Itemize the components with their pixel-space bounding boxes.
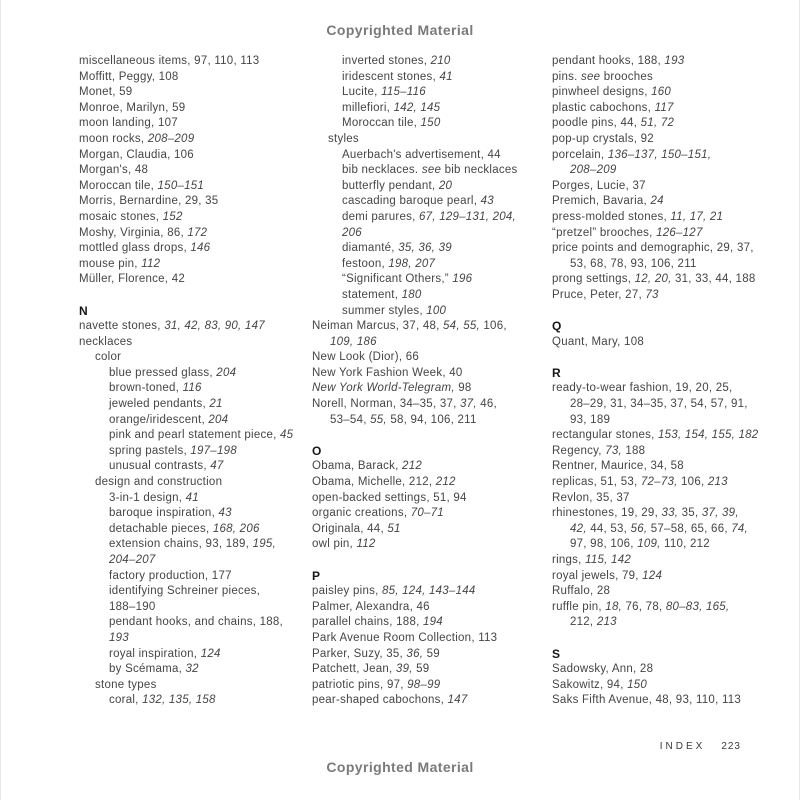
- index-entry: Sadowsky, Ann, 28: [552, 663, 654, 676]
- index-entry: bib necklaces. see bib necklaces: [342, 164, 518, 177]
- index-entry: 3-in-1 design, 41: [109, 491, 199, 504]
- index-entry: parallel chains, 188, 194: [312, 616, 443, 629]
- index-entry: pink and pearl statement piece, 45: [109, 429, 294, 442]
- index-entry: replicas, 51, 53, 72–73, 106, 213: [552, 476, 728, 489]
- index-entry: open-backed settings, 51, 94: [312, 491, 467, 504]
- index-entry: brown-toned, 116: [109, 382, 202, 395]
- copyright-notice-top: Copyrighted Material: [326, 22, 474, 38]
- index-entry: 53, 68, 78, 93, 106, 211: [570, 257, 697, 270]
- index-entry: 204–207: [109, 554, 156, 566]
- index-entry: Morgan's, 48: [79, 164, 149, 177]
- index-entry: baroque inspiration, 43: [109, 507, 232, 520]
- index-entry: iridescent stones, 41: [342, 70, 453, 83]
- blank-line: [552, 631, 782, 647]
- section-letter-header: O: [312, 443, 322, 458]
- blank-line: [312, 553, 550, 569]
- index-entry: coral, 132, 135, 158: [109, 694, 216, 707]
- index-entry: Obama, Michelle, 212, 212: [312, 476, 456, 489]
- index-entry: New York World-Telegram, 98: [312, 382, 472, 395]
- index-entry: diamanté, 35, 36, 39: [342, 242, 452, 255]
- index-entry: ready-to-wear fashion, 19, 20, 25,: [552, 382, 733, 395]
- index-entry: Ruffalo, 28: [552, 585, 611, 598]
- index-entry: Park Avenue Room Collection, 113: [312, 631, 498, 644]
- index-entry: Morris, Bernardine, 29, 35: [79, 195, 219, 208]
- index-entry: New York Fashion Week, 40: [312, 366, 463, 379]
- index-entry: factory production, 177: [109, 569, 232, 582]
- index-entry: Monroe, Marilyn, 59: [79, 101, 186, 114]
- page-number: 223: [721, 741, 741, 752]
- blank-line: [312, 428, 550, 444]
- index-entry: jeweled pendants, 21: [109, 398, 223, 411]
- index-entry: 53–54, 55, 58, 94, 106, 211: [330, 413, 477, 426]
- index-entry: statement, 180: [342, 288, 422, 301]
- index-entry: royal jewels, 79, 124: [552, 569, 663, 582]
- index-entry: inverted stones, 210: [342, 55, 451, 67]
- index-entry: “Significant Others,” 196: [342, 273, 473, 286]
- index-entry: Moroccan tile, 150–151: [79, 179, 205, 192]
- index-entry: Porges, Lucie, 37: [552, 179, 646, 192]
- index-entry: pendant hooks, 188, 193: [552, 55, 685, 67]
- index-entry: miscellaneous items, 97, 110, 113: [79, 55, 260, 67]
- index-entry: Moshy, Virginia, 86, 172: [79, 226, 208, 239]
- index-entry: navette stones, 31, 42, 83, 90, 147: [79, 320, 265, 333]
- section-letter-header: Q: [552, 319, 562, 334]
- index-entry: paisley pins, 85, 124, 143–144: [312, 585, 476, 598]
- index-entry: Revlon, 35, 37: [552, 491, 630, 504]
- index-entry: Morgan, Claudia, 106: [79, 148, 194, 161]
- index-entry: Sakowitz, 94, 150: [552, 678, 648, 691]
- index-entry: 206: [342, 226, 362, 239]
- index-entry: 188–190: [109, 600, 156, 613]
- index-entry: Palmer, Alexandra, 46: [312, 600, 430, 613]
- index-entry: extension chains, 93, 189, 195,: [109, 538, 276, 551]
- index-entry: unusual contrasts, 47: [109, 460, 224, 473]
- copyright-notice-bottom: Copyrighted Material: [326, 759, 474, 775]
- index-entry: orange/iridescent, 204: [109, 413, 229, 426]
- index-entry: plastic cabochons, 117: [552, 101, 674, 114]
- index-entry: color: [95, 351, 122, 364]
- index-entry: moon landing, 107: [79, 117, 178, 130]
- index-column: [312, 54, 550, 709]
- index-entry: royal inspiration, 124: [109, 647, 221, 660]
- index-entry: Saks Fifth Avenue, 48, 93, 110, 113: [552, 694, 742, 707]
- index-column: [79, 54, 311, 709]
- index-entry: millefiori, 142, 145: [342, 101, 441, 114]
- index-entry: press-molded stones, 11, 17, 21: [552, 210, 724, 223]
- index-entry: design and construction: [95, 476, 223, 489]
- index-entry: moon rocks, 208–209: [79, 132, 195, 145]
- blank-line: [552, 304, 782, 320]
- index-entry: spring pastels, 197–198: [109, 444, 237, 457]
- index-entry: Patchett, Jean, 39, 59: [312, 663, 430, 676]
- index-entry: Regency, 73, 188: [552, 444, 646, 457]
- index-entry: New Look (Dior), 66: [312, 351, 420, 364]
- index-entry: Müller, Florence, 42: [79, 273, 185, 286]
- index-entry: mouse pin, 112: [79, 257, 161, 270]
- index-entry: 28–29, 31, 34–35, 37, 54, 57, 91,: [570, 398, 748, 411]
- index-entry: Monet, 59: [79, 86, 133, 99]
- index-entry: mosaic stones, 152: [79, 210, 183, 223]
- index-entry: styles: [328, 132, 359, 145]
- index-entry: Auerbach's advertisement, 44: [342, 148, 501, 161]
- blank-line: [552, 350, 782, 366]
- index-entry: 193: [109, 631, 129, 644]
- index-entry: butterfly pendant, 20: [342, 179, 453, 192]
- index-entry: owl pin, 112: [312, 538, 376, 551]
- index-entry: Norell, Norman, 34–35, 37, 37, 46,: [312, 398, 497, 411]
- index-entry: price points and demographic, 29, 37,: [552, 242, 754, 255]
- index-entry: necklaces: [79, 335, 133, 348]
- index-entry: Neiman Marcus, 37, 48, 54, 55, 106,: [312, 320, 507, 333]
- index-entry: pop-up crystals, 92: [552, 132, 654, 145]
- index-entry: ruffle pin, 18, 76, 78, 80–83, 165,: [552, 600, 730, 613]
- index-entry: pins. see brooches: [552, 70, 654, 83]
- index-entry: by Scémama, 32: [109, 663, 199, 676]
- index-entry: rings, 115, 142: [552, 554, 631, 566]
- section-letter-header: S: [552, 646, 561, 661]
- index-entry: organic creations, 70–71: [312, 507, 444, 520]
- index-entry: mottled glass drops, 146: [79, 242, 211, 255]
- index-entry: Originala, 44, 51: [312, 522, 401, 535]
- index-entry: stone types: [95, 678, 157, 691]
- index-entry: porcelain, 136–137, 150–151,: [552, 148, 712, 161]
- index-entry: Moroccan tile, 150: [342, 117, 441, 130]
- running-footer: [660, 741, 741, 752]
- index-entry: “pretzel” brooches, 126–127: [552, 226, 703, 239]
- index-entry: Moffitt, Peggy, 108: [79, 70, 179, 83]
- index-entry: 93, 189: [570, 413, 611, 426]
- index-entry: Obama, Barack, 212: [312, 460, 422, 473]
- section-letter-header: R: [552, 365, 561, 380]
- index-entry: 212, 213: [570, 616, 617, 629]
- index-entry: cascading baroque pearl, 43: [342, 195, 494, 208]
- index-entry: blue pressed glass, 204: [109, 366, 237, 379]
- blank-line: [79, 288, 311, 304]
- index-entry: pinwheel designs, 160: [552, 86, 672, 99]
- index-entry: Quant, Mary, 108: [552, 335, 644, 348]
- index-entry: prong settings, 12, 20, 31, 33, 44, 188: [552, 273, 756, 286]
- index-entry: rhinestones, 19, 29, 33, 35, 37, 39,: [552, 507, 739, 520]
- index-entry: Lucite, 115–116: [342, 86, 426, 99]
- index-entry: 97, 98, 106, 109, 110, 212: [570, 538, 710, 551]
- index-entry: 208–209: [570, 164, 617, 177]
- index-entry: Premich, Bavaria, 24: [552, 195, 664, 208]
- index-entry: patriotic pins, 97, 98–99: [312, 678, 441, 691]
- index-entry: demi parures, 67, 129–131, 204,: [342, 210, 516, 223]
- index-entry: pendant hooks, and chains, 188,: [109, 616, 283, 629]
- index-entry: festoon, 198, 207: [342, 257, 436, 270]
- index-entry: detachable pieces, 168, 206: [109, 522, 260, 535]
- index-entry: summer styles, 100: [342, 304, 447, 317]
- index-entry: Rentner, Maurice, 34, 58: [552, 460, 684, 473]
- section-letter-header: N: [79, 303, 88, 318]
- index-entry: 42, 44, 53, 56, 57–58, 65, 66, 74,: [570, 522, 748, 535]
- index-entry: pear-shaped cabochons, 147: [312, 694, 468, 707]
- index-entry: Pruce, Peter, 27, 73: [552, 288, 659, 301]
- index-entry: Parker, Suzy, 35, 36, 59: [312, 647, 440, 660]
- index-entry: poodle pins, 44, 51, 72: [552, 117, 675, 130]
- index-label: INDEX: [659, 741, 706, 752]
- section-letter-header: P: [312, 568, 321, 583]
- index-entry: identifying Schreiner pieces,: [109, 585, 261, 598]
- index-entry: 109, 186: [330, 335, 377, 348]
- index-column: [552, 54, 782, 709]
- index-entry: rectangular stones, 153, 154, 155, 182: [552, 429, 759, 442]
